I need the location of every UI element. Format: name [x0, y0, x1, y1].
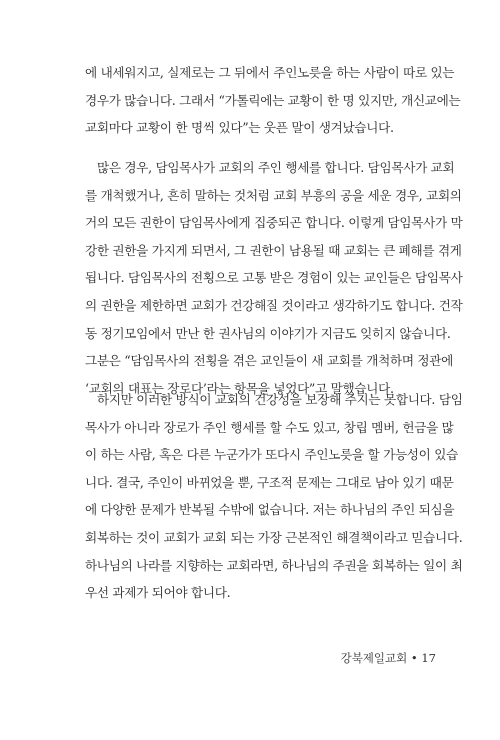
- text-line: 하지만 이러한 방식이 교회의 건강성을 보장해 주지는 못합니다. 담임: [97, 392, 463, 407]
- page-footer: [341, 650, 436, 666]
- text-line: 이 하는 사람, 혹은 다른 누군가가 또다시 주인노릇을 할 가능성이 있습: [85, 447, 458, 463]
- text-line: 회복하는 것이 교회가 교회 되는 가장 근본적인 해결책이라고 믿습니다.: [85, 529, 463, 545]
- text-line: 동 정기모임에서 만난 한 권사님의 이야기가 지금도 잊히지 않습니다.: [85, 325, 451, 341]
- text-line: 그분은 “담임목사의 전횡을 겪은 교인들이 새 교회를 개척하며 정관에: [85, 353, 453, 369]
- text-line: 거의 모든 권한이 담임목사에게 집중되곤 합니다. 이렇게 담임목사가 막: [85, 215, 463, 231]
- page-number: 17: [421, 651, 436, 665]
- text-line: 를 개척했거나, 흔히 말하는 것처럼 교회 부흥의 공을 세운 경우, 교회의: [85, 187, 462, 203]
- paragraph-gods-sovereignty: [85, 386, 463, 607]
- text-line: 우선 과제가 되어야 합니다.: [85, 585, 231, 601]
- text-line: ‘교회의 대표는 장로다’라는 항목을 넣었다”고 말했습니다.: [85, 380, 394, 396]
- text-line: 에 다양한 문제가 반복될 수밖에 없습니다. 저는 하나님의 주인 되심을: [85, 502, 455, 518]
- text-line: 강한 권한을 가지게 되면서, 그 권한이 남용될 때 교회는 큰 폐해를 겪게: [85, 242, 462, 258]
- text-line: 니다. 결국, 주인이 바뀌었을 뿐, 구조적 문제는 그대로 남아 있기 때문: [85, 474, 454, 490]
- text-line: 교회마다 교황이 한 명씩 있다”는 웃픈 말이 생겨났습니다.: [85, 120, 394, 136]
- paragraph-pastor-authority: [85, 154, 463, 402]
- text-line: 에 내세워지고, 실제로는 그 뒤에서 주인노릇을 하는 사람이 따로 있는: [85, 65, 455, 80]
- footer-separator: •: [410, 651, 418, 665]
- text-line: 의 권한을 제한하면 교회가 건강해질 것이라고 생각하기도 합니다. 건작: [85, 297, 463, 313]
- paragraph-continued: [85, 59, 461, 142]
- running-title: 강북제일교회: [340, 651, 408, 665]
- text-line: 하나님의 나라를 지향하는 교회라면, 하나님의 주권을 회복하는 일이 최: [85, 557, 463, 573]
- text-line: 목사가 아니라 장로가 주인 행세를 할 수도 있고, 창립 멤버, 헌금을 많: [85, 419, 454, 435]
- text-line: 됩니다. 담임목사의 전횡으로 고통 받은 경험이 있는 교인들은 담임목사: [85, 270, 463, 286]
- text-line: 많은 경우, 담임목사가 교회의 주인 행세를 합니다. 담임목사가 교회: [97, 160, 455, 175]
- text-line: 경우가 많습니다. 그래서 “가톨릭에는 교황이 한 명 있지만, 개신교에는: [85, 92, 461, 108]
